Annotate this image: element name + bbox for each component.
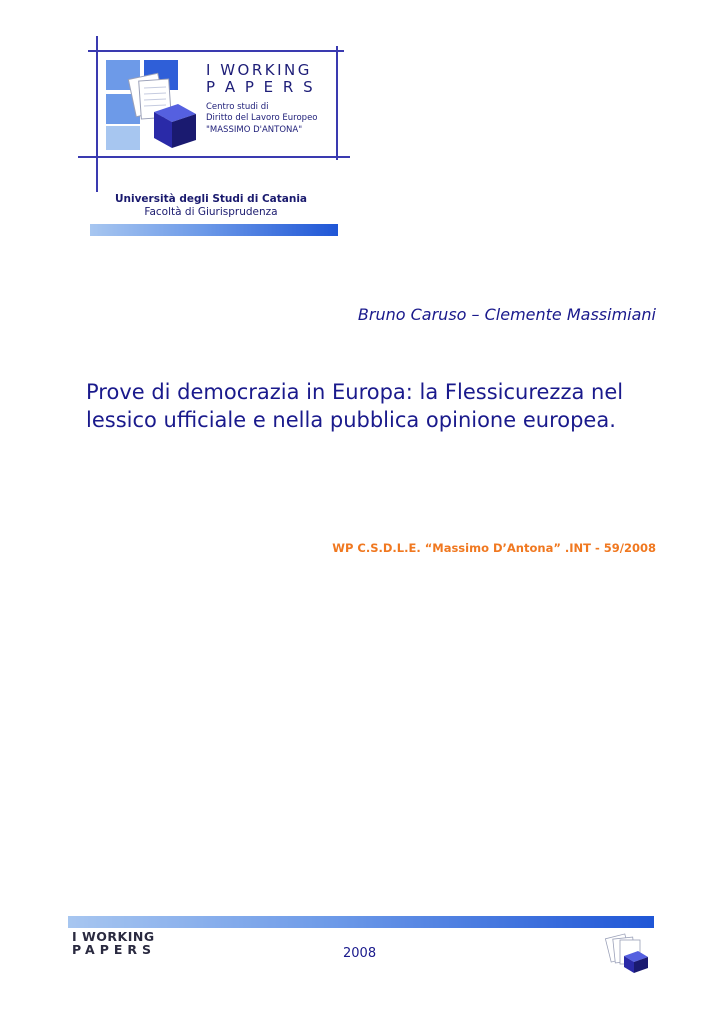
- header-gradient-bar: [90, 224, 338, 236]
- paper-title: Prove di democrazia in Europa: la Flessicurezza nel lessico ufficiale e nella pubblica opinione europea.: [86, 380, 624, 432]
- footer-cube-icon: [604, 930, 654, 974]
- footer-logo: [72, 930, 156, 956]
- logo-subtitle-line2: Diritto del Lavoro Europeo: [206, 113, 318, 123]
- footer-year: 2008: [343, 946, 377, 961]
- university-name: Università degli Studi di Catania: [114, 193, 307, 205]
- header-logo: [78, 36, 350, 192]
- logo-subtitle-line1: Centro studi di: [206, 102, 269, 112]
- working-paper-code: WP C.S.D.L.E. “Massimo D’Antona” .INT - 59/2008: [332, 541, 656, 555]
- logo-title: [206, 62, 315, 96]
- footer-logo-line2: PAPERS: [72, 942, 157, 957]
- documents-cube-icon: [96, 56, 206, 152]
- footer-logo-line1: I WORKING: [72, 929, 155, 944]
- footer-gradient-bar: [68, 916, 654, 928]
- logo-subtitle-line3: "MASSIMO D'ANTONA": [206, 125, 303, 135]
- logo-subtitle: [206, 102, 318, 124]
- logo-frame-right: [336, 46, 338, 160]
- logo-frame-bottom: [78, 156, 350, 158]
- authors: Bruno Caruso – Clemente Massimiani: [357, 305, 656, 324]
- logo-title-line1: I WORKING: [206, 61, 312, 79]
- university-block: [96, 193, 326, 219]
- logo-frame-top: [88, 50, 344, 52]
- faculty-name: Facoltà di Giurisprudenza: [144, 206, 278, 218]
- logo-title-line2: P A P E R S: [206, 78, 316, 96]
